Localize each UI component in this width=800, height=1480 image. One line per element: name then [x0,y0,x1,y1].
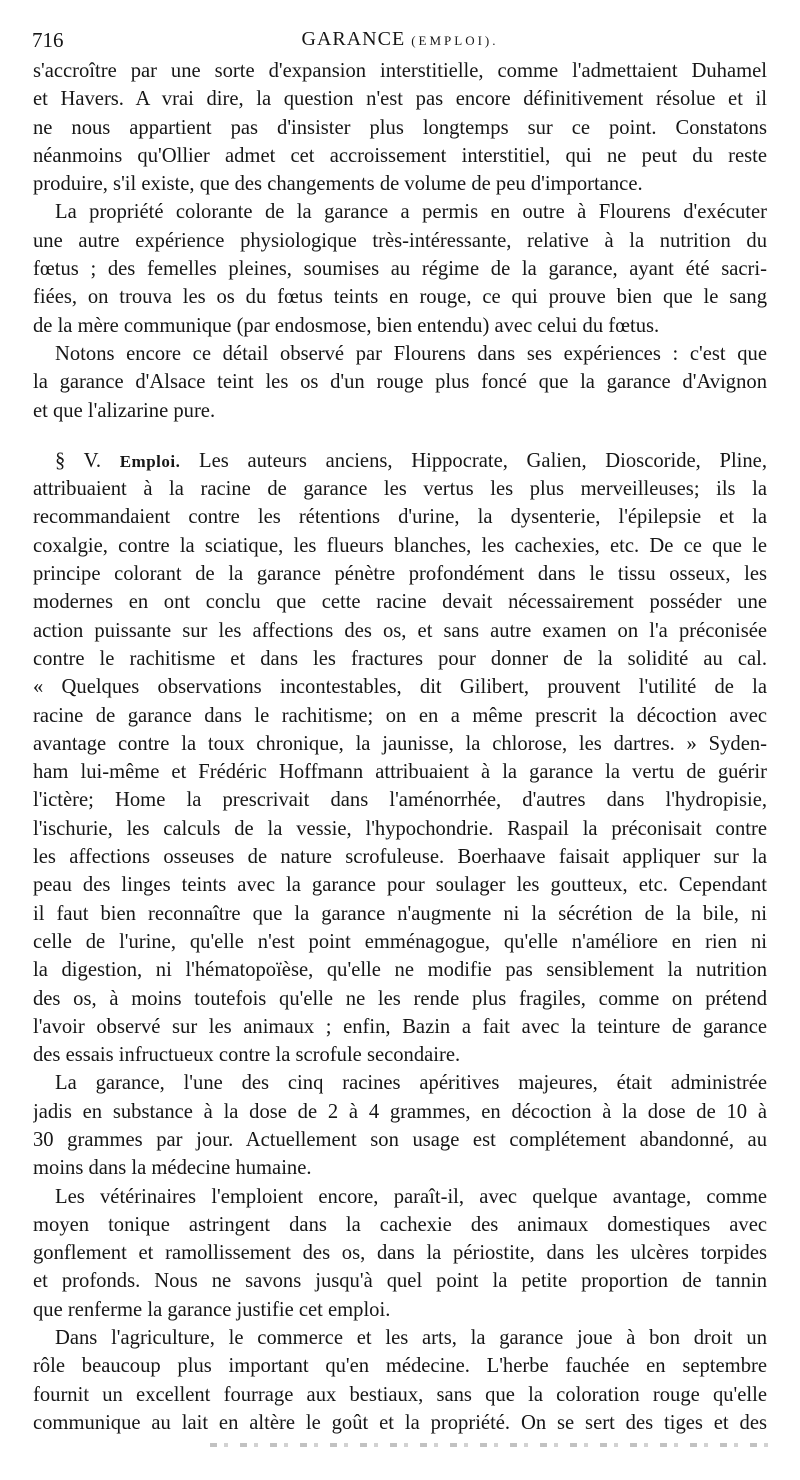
text-line: s'accroître par une sorte d'expansion interstitielle, comme l'admettaient Duhamel [33,60,767,82]
text-line: la garance d'Alsace teint les os d'un rouge plus foncé que la garance d'Avignon [33,371,767,394]
text-line: coxalgie, contre la sciatique, les flueurs blanches, les cachexies, etc. De ce que le [33,534,767,557]
text-line: de la mère communique (par endosmose, bien entendu) avec celui du fœtus. [33,314,660,337]
text-line: les affections osseuses de nature scrofuleuse. Boerhaave faisait appliquer sur la [33,846,767,869]
text-line: attribuaient à la racine de garance les vertus les plus merveilleuses; ils la [33,478,767,501]
text-line: action puissante sur les affections des os, et sans autre examen on l'a préconisée [33,619,767,642]
section-emploi [33,447,767,1070]
text-line: la digestion, ni l'hématopoïèse, qu'elle ne modifie pas sensiblement la nutrition [33,959,767,982]
text-line: communique au lait en altère le goût et la propriété. On se sert des tiges et des [33,1411,767,1434]
text-line: ham lui-même et Frédéric Hoffmann attribuaient à la garance la vertu de guérir [33,761,767,784]
text-line: La garance, l'une des cinq racines apéritives majeures, était administrée [55,1072,767,1095]
text-line: rôle beaucoup plus important qu'en médecine. L'herbe fauchée en septembre [33,1355,767,1378]
text-line: fournit un excellent fourrage aux bestiaux, sans que la coloration rouge qu'elle [33,1383,767,1406]
text-line: des essais infructueux contre la scrofule secondaire. [33,1044,461,1067]
text-line: moyen tonique astringent dans la cachexie des animaux domestiques avec [33,1213,767,1236]
text-line: modernes en ont conclu que cette racine devait nécessairement posséder une [33,591,767,614]
text-line: fœtus ; des femelles pleines, soumises au régime de la garance, ayant été sacri- [33,258,767,281]
section-first-line [33,447,767,475]
section-first-line-text: Les auteurs anciens, Hippocrate, Galien, Dioscoride, Pline, [199,449,767,472]
paragraph-agriculture [33,1324,767,1437]
text-line: des os, à moins toutefois qu'elle ne les rende plus fragiles, comme on prétend [33,987,767,1010]
page-number: 716 [32,28,64,52]
text-line: néanmoins qu'Ollier admet cet accroissement interstitiel, qui ne peut du reste [33,144,767,167]
running-head-title: GARANCE [301,28,406,50]
text-line: avantage contre la toux chronique, la jaunisse, la chlorose, les dartres. » Syden- [33,732,767,755]
text-line: et profonds. Nous ne savons jusqu'à quel point la petite proportion de tannin [33,1270,767,1293]
text-line: Notons encore ce détail observé par Flourens dans ses expériences : c'est que [55,342,767,365]
text-line: l'ictère; Home la prescrivait dans l'aménorrhée, d'autres dans l'hydropisie, [33,789,767,812]
text-line: et Havers. A vrai dire, la question n'est pas encore définitivement résolue et il [33,88,767,111]
paragraph-3 [33,340,767,425]
text-line: principe colorant de la garance pénètre profondément dans le tissu osseux, les [33,563,767,586]
text-line: fiées, on trouva les os du fœtus teints en rouge, ce qui prouve bien que le sang [33,286,767,309]
text-line: La propriété colorante de la garance a permis en outre à Flourens d'exécuter [55,201,767,224]
section-heading: Emploi. [119,451,181,471]
text-line: l'ischurie, les calculs de la vessie, l'hypochondrie. Raspail la préconisait contre [33,817,767,840]
text-line: ne nous appartient pas d'insister plus longtemps sur ce point. Constatons [33,116,767,139]
text-line: 30 grammes par jour. Actuellement son usage est complétement abandonné, au [33,1128,767,1151]
text-line: « Quelques observations incontestables, dit Gilibert, prouvent l'utilité de la [33,676,767,699]
page-body [33,57,767,1437]
section-mark: § V. [55,449,101,472]
paragraph-veterinaires [33,1183,767,1324]
text-line: que renferme la garance justifie cet emploi. [33,1298,391,1321]
text-line: une autre expérience physiologique très-intéressante, relative à la nutrition du [33,229,767,252]
text-line: racine de garance dans le rachitisme; on en a même prescrit la décoction avec [33,704,767,727]
text-line: jadis en substance à la dose de 2 à 4 grammes, en décoction à la dose de 10 à [33,1100,767,1123]
bleed-through-marks [210,1443,770,1447]
text-line: contre le rachitisme et dans les fractures pour donner de la solidité au cal. [33,647,767,670]
page-header [32,28,768,58]
text-line: produire, s'il existe, que des changements de volume de peu d'importance. [33,173,643,196]
running-head-subtitle: (EMPLOI). [411,33,499,48]
running-head [32,28,768,51]
text-line: Les vétérinaires l'emploient encore, paraît-il, avec quelque avantage, comme [55,1185,767,1208]
paragraph-2 [33,198,767,339]
text-line: celle de l'urine, qu'elle n'est point emménagogue, qu'elle n'améliore en rien ni [33,930,767,953]
paragraph-dosage [33,1069,767,1182]
text-line: peau des linges teints avec la garance pour soulager les goutteux, etc. Cependant [33,874,767,897]
text-line: gonflement et ramollissement des os, dans la périostite, dans les ulcères torpides [33,1242,767,1265]
text-line: moins dans la médecine humaine. [33,1157,312,1180]
text-line: et que l'alizarine pure. [33,399,216,422]
text-line: l'avoir observé sur les animaux ; enfin, Bazin a fait avec la teinture de garance [33,1015,767,1038]
text-line: recommandaient contre les rétentions d'urine, la dysenterie, l'épilepsie et la [33,506,767,529]
text-line: il faut bien reconnaître que la garance n'augmente ni la sécrétion de la bile, ni [33,902,767,925]
text-line: Dans l'agriculture, le commerce et les arts, la garance joue à bon droit un [55,1327,767,1350]
paragraph-1 [33,57,767,198]
